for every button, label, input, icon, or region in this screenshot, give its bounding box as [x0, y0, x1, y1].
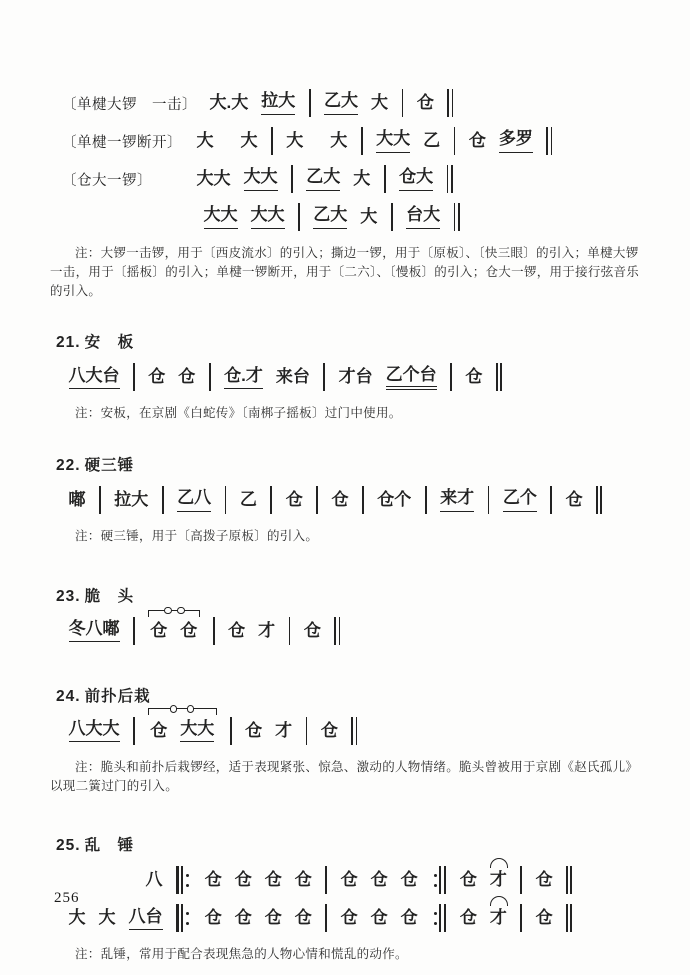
- barline-final: [546, 127, 552, 155]
- notation-token: 仓: [150, 720, 168, 740]
- section-23: [50, 584, 645, 646]
- barline-final: [496, 363, 502, 391]
- notation-token: 仓: [340, 870, 358, 890]
- section-heading: [56, 833, 645, 855]
- repeat-dots: [434, 912, 437, 925]
- notation-token: 大大: [180, 719, 214, 742]
- barline-single: [454, 127, 456, 155]
- notation-token: 才: [275, 720, 293, 740]
- notation-token: 大: [68, 908, 86, 928]
- section-number: 24.: [56, 687, 81, 705]
- barline-single: [289, 617, 291, 645]
- barline-single: [520, 866, 522, 894]
- section-title: 前扑后栽: [84, 687, 151, 705]
- section-24: [50, 684, 645, 796]
- notation-line: [62, 716, 645, 746]
- notation-token: 仓.才: [224, 366, 263, 389]
- notation-line: [62, 362, 645, 392]
- notation-token: 乙: [239, 489, 257, 509]
- section-25: [50, 833, 645, 964]
- notation-token: 仓: [285, 489, 303, 509]
- notation-token: 仓: [340, 908, 358, 928]
- barline-single: [488, 486, 490, 514]
- notation-token: 大: [353, 168, 371, 188]
- repeat-dots: [186, 912, 189, 925]
- note-paragraph: 注：安板，在京剧《白蛇传》〔南梆子摇板〕过门中使用。: [75, 406, 402, 421]
- barline-single: [391, 203, 393, 231]
- notation-token: 仓大: [399, 167, 433, 190]
- page-number: 256: [54, 890, 80, 906]
- notation-token: 嘟: [68, 489, 86, 509]
- notation-token: 仓: [535, 870, 553, 890]
- barline-single: [270, 486, 272, 514]
- repeat-dots: [186, 874, 189, 887]
- barline-single: [162, 486, 164, 514]
- notation-token: 拉大: [261, 91, 295, 114]
- barline-single: [309, 89, 311, 117]
- notation-token: 仓: [331, 489, 349, 509]
- notation-token: 台大: [406, 205, 440, 228]
- notation-token: 仓: [234, 870, 252, 890]
- notation-line: [62, 903, 645, 933]
- notation-token-fermata: 才: [489, 908, 507, 928]
- notation-token: 仓: [148, 367, 166, 387]
- notation-token: 仓: [320, 720, 338, 740]
- barline-repeat-close: [431, 904, 446, 932]
- notation-token: 八: [145, 870, 163, 890]
- barline-single: [230, 717, 232, 745]
- notation-token: 八台: [129, 907, 163, 930]
- notation-token: 仓: [150, 620, 168, 640]
- notation-label: 〔单楗一锣断开〕: [62, 134, 182, 151]
- notation-token: 仓: [294, 870, 312, 890]
- barline-final: [334, 617, 340, 645]
- barline-single: [384, 165, 386, 193]
- notation-token: 大大: [204, 205, 238, 228]
- notation-line: [62, 865, 645, 895]
- notation-token: 仓: [370, 870, 388, 890]
- notation-token: 仓: [180, 620, 198, 640]
- notation-token: 大大: [376, 129, 410, 152]
- notation-token: 大大: [244, 167, 278, 190]
- barline-single: [520, 904, 522, 932]
- barline-final: [566, 866, 572, 894]
- notation-line: [62, 126, 645, 156]
- barline-single: [325, 904, 327, 932]
- notation-token-fermata: 才: [489, 870, 507, 890]
- section-number: 22.: [56, 457, 81, 474]
- notation-token: 仓: [416, 92, 434, 112]
- notation-token: 仓: [400, 908, 418, 928]
- notation-token: 仓: [535, 908, 553, 928]
- barline-single: [362, 486, 364, 514]
- notation-token: 乙大: [313, 205, 347, 228]
- notation-token: 仓: [468, 130, 486, 150]
- notation-token: 大: [371, 92, 389, 112]
- notation-token: 仓: [264, 908, 282, 928]
- notation-token: 乙大: [306, 167, 340, 190]
- notation-token: 大: [98, 908, 116, 928]
- barline-single: [550, 486, 552, 514]
- barline-single: [133, 363, 135, 391]
- notation-token: 大: [286, 130, 304, 150]
- notation-token: 才台: [338, 367, 373, 387]
- barline-single: [450, 363, 452, 391]
- barline-single: [402, 89, 404, 117]
- barline-single: [213, 617, 215, 645]
- notation-token: 仓: [204, 908, 222, 928]
- barline-single: [306, 717, 308, 745]
- notation-token: 仓: [303, 620, 321, 640]
- barline-single: [225, 486, 227, 514]
- notation-label: 〔单楗大锣 一击〕: [62, 96, 197, 113]
- section-22: [50, 453, 645, 546]
- barline-single: [99, 486, 101, 514]
- notation-line: [62, 616, 645, 646]
- section-heading: [56, 453, 645, 475]
- barline-repeat-open: [176, 904, 191, 932]
- barline-final: [566, 904, 572, 932]
- notation-token: 仓: [264, 870, 282, 890]
- barline-single: [425, 486, 427, 514]
- notation-token: 仓: [245, 720, 263, 740]
- note-paragraph: 注：脆头和前扑后栽锣经，适于表现紧张、惊急、激动的人物情绪。脆头曾被用于京剧《赵氏孤儿》以现二簧过门的引入。: [50, 759, 639, 793]
- notation-token: 大大: [196, 168, 231, 188]
- notation-token: 来台: [275, 367, 310, 387]
- notation-line: [62, 485, 645, 515]
- barline-repeat-close: [431, 866, 446, 894]
- barline-single: [291, 165, 293, 193]
- notation-token: 仓: [234, 908, 252, 928]
- notation-token: 大: [196, 130, 214, 150]
- tie-ornament: [148, 708, 217, 715]
- section-heading: [56, 584, 645, 606]
- notation-label: 〔仓大一锣〕: [62, 172, 152, 189]
- notation-token: 大: [360, 206, 378, 226]
- section-heading: [56, 330, 645, 352]
- notation-line: [62, 202, 645, 232]
- notation-line: [62, 164, 645, 194]
- section-number: 23.: [56, 587, 81, 605]
- notation-token: 乙八: [177, 488, 211, 511]
- notation-token: 冬八嘟: [69, 619, 120, 642]
- barline-single: [298, 203, 300, 231]
- barline-final: [447, 89, 453, 117]
- section-title: 脆 头: [84, 587, 135, 605]
- notation-token: 大: [240, 130, 258, 150]
- section-title: 硬三锤: [84, 457, 135, 474]
- barline-single: [325, 866, 327, 894]
- barline-final: [454, 203, 460, 231]
- notation-token: 仓个: [377, 489, 412, 509]
- barline-single: [361, 127, 363, 155]
- notation-token: 仓: [465, 367, 483, 387]
- barline-final: [596, 486, 602, 514]
- barline-single: [316, 486, 318, 514]
- notation-token: 多罗: [499, 129, 533, 152]
- notation-token: 仓: [178, 367, 196, 387]
- barline-single: [271, 127, 273, 155]
- notation-token: 拉大: [114, 489, 149, 509]
- notation-token: 八大大: [69, 719, 120, 742]
- repeat-dots: [434, 874, 437, 887]
- tied-note-group: [144, 621, 204, 641]
- section-heading: [56, 684, 645, 706]
- notation-token: 仓: [459, 908, 477, 928]
- notation-token: 仓: [459, 870, 477, 890]
- notation-token: 仓: [228, 620, 246, 640]
- notation-token: 八大台: [69, 366, 120, 389]
- barline-single: [133, 717, 135, 745]
- notation-token: 大: [330, 130, 348, 150]
- notation-token: 乙大: [324, 91, 358, 114]
- barline-single: [133, 617, 135, 645]
- notation-token: 仓: [294, 908, 312, 928]
- tied-note-group: [144, 719, 221, 742]
- barline-final: [447, 165, 453, 193]
- notation-block-continued: [50, 88, 645, 300]
- section-number: 21.: [56, 334, 81, 352]
- barline-final: [351, 717, 357, 745]
- notation-token: 仓: [565, 489, 583, 509]
- notation-token: 仓: [370, 908, 388, 928]
- section-title: 安 板: [84, 334, 135, 352]
- note-paragraph: 注：乱锤，常用于配合表现焦急的人物心情和慌乱的动作。: [75, 947, 408, 962]
- notation-token: 才: [258, 620, 276, 640]
- note-paragraph: 注：大锣一击锣，用于〔西皮流水〕的引入；撕边一锣，用于〔原板〕、〔快三眼〕的引入；单楗大锣一击，用于〔摇板〕的引入；单楗一锣断开，用于〔二六〕、〔慢板〕的引入；仓大一锣，用于接行弦音乐的引入。: [50, 246, 640, 298]
- notation-token: 乙: [423, 130, 441, 150]
- notation-token: 仓: [400, 870, 418, 890]
- notation-token: 仓: [204, 870, 222, 890]
- tie-ornament: [148, 610, 200, 617]
- barline-single: [323, 363, 325, 391]
- note-paragraph: 注：硬三锤，用于〔高拨子原板〕的引入。: [75, 529, 319, 543]
- notation-line: [62, 88, 645, 118]
- notation-token: 大大: [251, 205, 285, 228]
- notation-token: 大.大: [209, 92, 249, 112]
- notation-token: 乙个: [503, 488, 537, 511]
- section-title: 乱 锤: [84, 837, 135, 855]
- barline-repeat-open: [176, 866, 191, 894]
- notation-token: 来才: [440, 488, 474, 511]
- section-21: [50, 330, 645, 423]
- section-number: 25.: [56, 837, 81, 855]
- notation-token: 乙个台: [386, 365, 437, 390]
- barline-single: [209, 363, 211, 391]
